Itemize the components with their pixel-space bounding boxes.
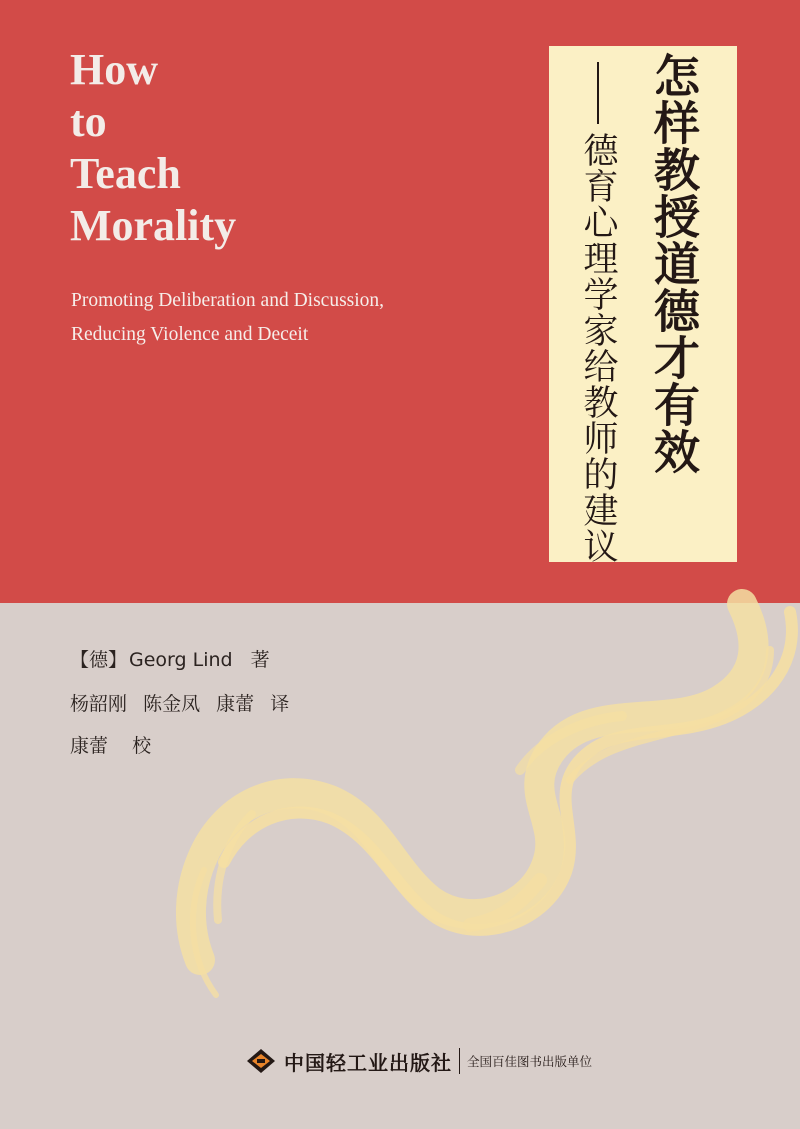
proofreader-name: 康蕾 — [70, 735, 109, 757]
publisher-separator — [459, 1048, 460, 1074]
translator-credit — [70, 692, 299, 716]
author-credit — [70, 648, 280, 672]
author-name: Georg Lind — [129, 649, 233, 671]
translator-name: 杨韶刚 — [70, 693, 128, 715]
proofreader-role: 校 — [132, 735, 152, 757]
publisher-logo-icon — [246, 1048, 276, 1074]
translator-name: 康蕾 — [216, 693, 255, 715]
english-subtitle-line: Promoting Deliberation and Discussion, — [71, 290, 385, 311]
publisher-block — [246, 1044, 592, 1078]
english-title-line: Morality — [70, 201, 237, 250]
chinese-subtitle: 德育心理学家给教师的建议 — [578, 132, 618, 564]
english-title-line: How — [70, 45, 158, 94]
author-nationality: 【德】 — [70, 649, 128, 671]
english-title-line: Teach — [70, 149, 181, 198]
proofreader-credit — [70, 734, 161, 758]
chinese-title: 怎样教授道德才有效 — [647, 52, 701, 475]
author-role: 著 — [250, 649, 270, 671]
publisher-tagline: 全国百佳图书出版单位 — [467, 1054, 593, 1069]
translator-role: 译 — [270, 693, 290, 715]
translator-name: 陈金凤 — [143, 693, 201, 715]
subtitle-dash — [597, 62, 599, 124]
english-title — [70, 44, 236, 252]
english-title-line: to — [70, 97, 107, 146]
publisher-name: 中国轻工业出版社 — [284, 1050, 452, 1075]
english-subtitle — [71, 284, 384, 352]
english-subtitle-line: Reducing Violence and Deceit — [71, 324, 309, 345]
